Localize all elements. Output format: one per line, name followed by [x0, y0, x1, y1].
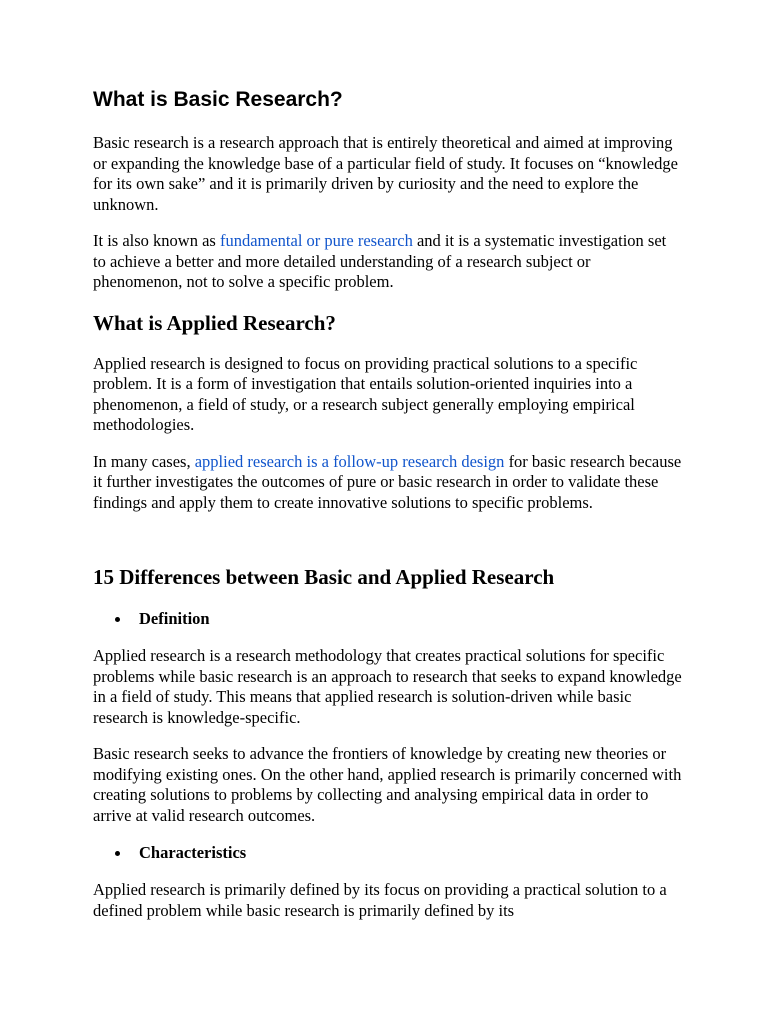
bullet-definition: [93, 608, 683, 630]
bullet-dot-icon: [115, 851, 120, 856]
paragraph-applied-follow-up: [93, 452, 683, 514]
text-segment: In many cases,: [93, 451, 195, 471]
paragraph-basic-definition: Basic research is a research approach that is entirely theoretical and aimed at improving or expanding the knowledge base of a particular field of study. It focuses on “knowledge for its own sake” and it is primarily driven by curiosity and the need to explore the unknown.: [93, 133, 678, 214]
heading-15-differences: 15 Differences between Basic and Applied Research: [93, 565, 555, 589]
paragraph-characteristics-1: Applied research is primarily defined by its focus on providing a practical solution to a defined problem while basic research is primarily defined by its: [93, 880, 667, 920]
document-page: [93, 86, 683, 937]
heading-basic-research: What is Basic Research?: [93, 88, 343, 111]
paragraph-definition-2: Basic research seeks to advance the frontiers of knowledge by creating new theories or modifying existing ones. On the other hand, applied research is primarily concerned with creating solutions to problems by collecting and analysing empirical data in order to arrive at valid research outcomes.: [93, 744, 682, 825]
paragraph-applied-definition: Applied research is designed to focus on providing practical solutions to a specific problem. It is a form of investigation that entails solution-oriented inquiries into a phenomenon, a field of study, or a research subject generally employing empirical methodologies.: [93, 353, 638, 434]
heading-applied-research: What is Applied Research?: [93, 310, 336, 335]
text-segment: It is also known as: [93, 231, 220, 250]
text-segment: and it is a systematic investigation set to achieve a better and more detailed understanding of a research subject or phenomenon, not to solve a specific problem.: [93, 231, 667, 291]
paragraph-definition-1: Applied research is a research methodology that creates practical solutions for specific problems while basic research is an approach to research that seeks to expand knowledge in a field of study. This means that applied research is solution-driven while basic research is knowledge-specific.: [93, 646, 682, 727]
bullet-label: Characteristics: [139, 843, 247, 862]
link-applied-follow-up-design[interactable]: applied research is a follow-up research design: [194, 451, 505, 471]
link-fundamental-pure-research[interactable]: fundamental or pure research: [219, 231, 413, 250]
bullet-dot-icon: [115, 617, 120, 622]
bullet-characteristics: [93, 842, 683, 864]
text-segment: for basic research because it further investigates the outcomes of pure or basic research in order to validate these findings and apply them to create innovative solutions to specific problems.: [93, 451, 682, 512]
paragraph-basic-known-as: [93, 231, 683, 293]
bullet-label: Definition: [139, 609, 210, 628]
